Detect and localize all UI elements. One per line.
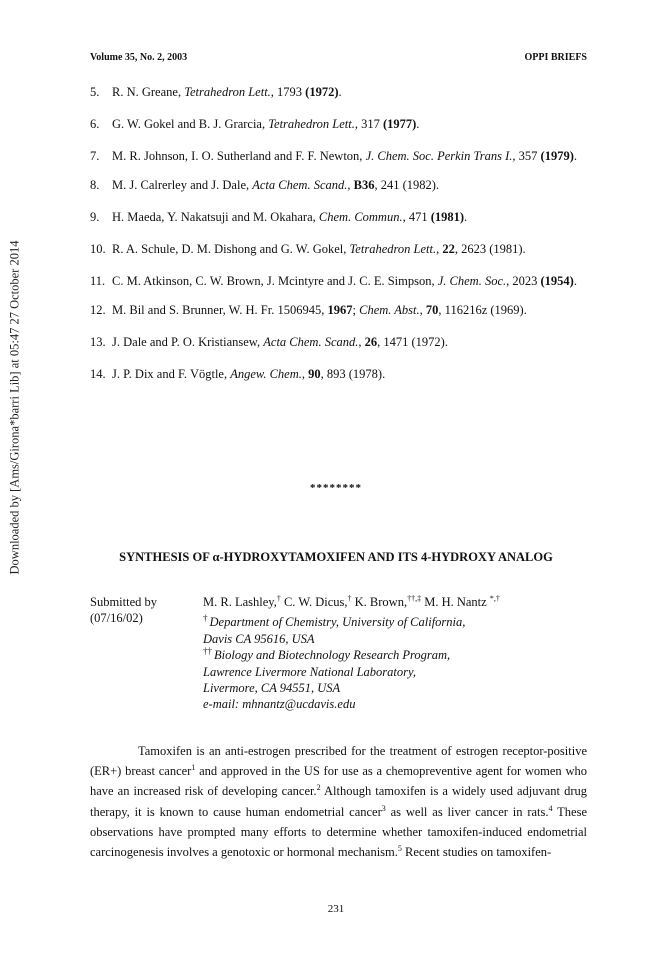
reference-item: 6. G. W. Gokel and B. J. Grarcia, Tetrahedron Lett., 317 (1977). — [90, 117, 420, 131]
reference-item: 12. M. Bil and S. Brunner, W. H. Fr. 1506945, 1967; Chem. Abst., 70, 116216z (1969). — [90, 303, 527, 317]
paragraph: Tamoxifen is an anti-estrogen prescribed for the treatment of estrogen receptor-positive (ER+) breast cancer$^1$ and approved in the US for use as a chemopreventive agent for women who have an increased risk of developing cancer.$^2$ Although tamoxifen is a widely used adjuvant drug therapy, it is known to cause human endometrial cancer$^3$ as well as liver cancer in rats.$^4$ These observations have prompted many efforts to determine whether tamoxifen-induced endometrial carcinogenesis involves a genotoxic or hormonal mechanism.$^5$ Recent studies on tamoxifen- — [90, 744, 587, 860]
author-block — [203, 594, 500, 712]
reference-item: 9. H. Maeda, Y. Nakatsuji and M. Okahara, Chem. Commun., 471 (1981). — [90, 210, 468, 224]
author-list: M. R. Lashley,† C. W. Dicus,† K. Brown,††,‡ M. H. Nantz *,† — [203, 593, 500, 609]
download-watermark: Downloaded by [Ams/Girona*barri Lib] at 05:47 27 October 2014 — [7, 240, 22, 575]
submission-info — [90, 594, 157, 626]
article-title: SYNTHESIS OF α-HYDROXYTAMOXIFEN AND ITS 4-HYDROXY ANALOG — [119, 550, 553, 564]
section-name: OPPI BRIEFS — [524, 52, 587, 63]
affiliation: †† Biology and Biotechnology Research Program, Lawrence Livermore National Laboratory, Livermore, CA 94551, USA e-mail: mhnantz@ucdavis.edu — [203, 647, 500, 712]
reference-item: 14. J. P. Dix and F. Vögtle, Angew. Chem., 90, 893 (1978). — [90, 367, 386, 381]
volume-info: Volume 35, No. 2, 2003 — [90, 52, 188, 63]
page-number: 231 — [327, 903, 345, 915]
section-separator: ******** — [310, 482, 362, 494]
reference-item: 11. C. M. Atkinson, C. W. Brown, J. Mcintyre and J. C. E. Simpson, J. Chem. Soc., 2023 (1954). — [90, 274, 577, 288]
reference-item: 5. R. N. Greane, Tetrahedron Lett., 1793 (1972). — [90, 85, 342, 99]
submitted-date: (07/16/02) — [90, 611, 143, 625]
body-text — [90, 741, 587, 862]
affiliation: † Department of Chemistry, University of California, Davis CA 95616, USA — [203, 613, 466, 646]
submitted-label: Submitted by — [90, 595, 158, 609]
reference-item: 10. R. A. Schule, D. M. Dishong and G. W. Gokel, Tetrahedron Lett., 22, 2623 (1981). — [90, 242, 526, 256]
reference-item: 7. M. R. Johnson, I. O. Sutherland and F. F. Newton, J. Chem. Soc. Perkin Trans I., 357 (1979). — [90, 149, 577, 163]
contact-email: e-mail: mhnantz@ucdavis.edu — [203, 697, 356, 711]
reference-item: 13. J. Dale and P. O. Kristiansew, Acta Chem. Scand., 26, 1471 (1972). — [90, 335, 448, 349]
reference-list — [90, 84, 580, 398]
reference-item: 8. M. J. Calrerley and J. Dale, Acta Chem. Scand., B36, 241 (1982). — [90, 178, 440, 192]
